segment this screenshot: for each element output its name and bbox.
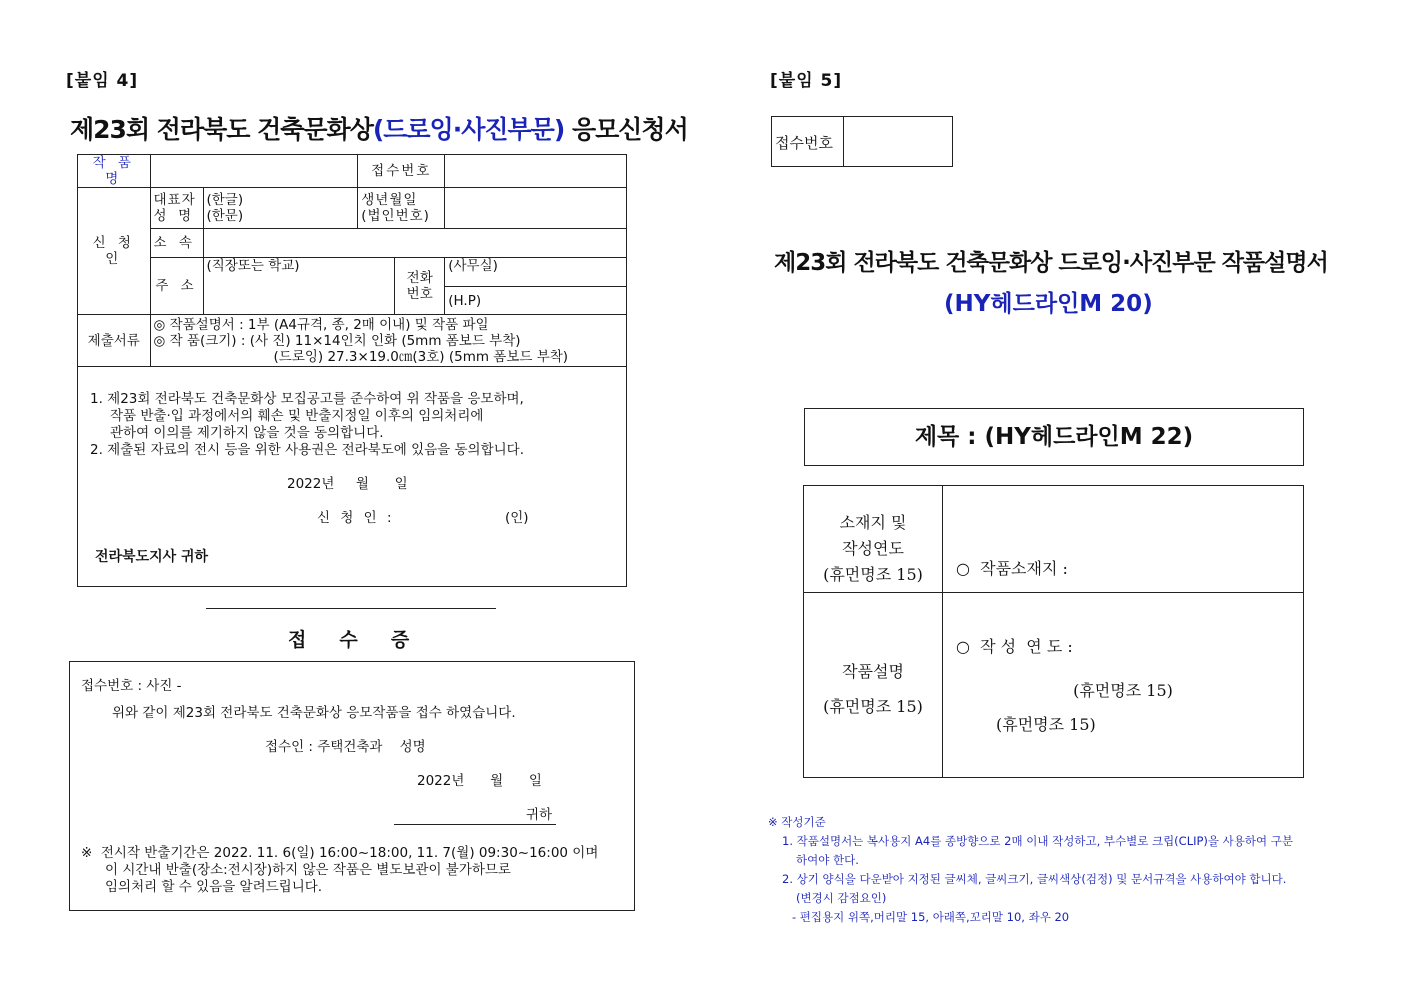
attachment-label-5: [붙임 5] [770,71,843,91]
location-item-2: ○ 작 성 연 도 : [956,637,1073,656]
subject-text: 제목 : (HY헤드라인M 22) [914,424,1194,450]
consent-line-1: 1. 제23회 전라북도 건축문화상 모집공고를 준수하여 위 작품을 응모하며, [90,391,524,407]
docs-line-2: ◎ 작 품(크기) : (사 진) 11×14인치 인화 (5mm 폼보드 부착) [153,332,521,349]
hp-label: (H.P) [448,292,482,309]
affiliation-label: 소 속 [150,229,203,258]
birth-label: 생년월일 (법인번호) [358,188,445,229]
receipt-box [69,661,635,911]
location-content-cell [956,504,1096,790]
work-name-label: 작 품 명 [78,155,151,188]
consent-line-1b: 작품 반출·입 과정에서의 훼손 및 반출지정일 이후의 임의처리에 [110,408,484,424]
note-2a: 2. 상기 양식을 다운받아 지정된 글씨체, 글씨크기, 글씨색상(검정) 및 문서규격을 사용하여야 합니다. [782,872,1287,886]
notice-line-1: ※ 전시작 반출기간은 2022. 11. 6(일) 16:00~18:00, 11. 7(월) 09:30~16:00 이며 [81,845,599,861]
title-part-2: (드로잉·사진부문) [372,115,565,144]
seal-mark: (인) [505,510,529,526]
notes-title: ※ 작성기준 [768,815,826,829]
honorific-line [394,824,556,825]
receipt-number-divider [843,117,844,166]
title-part-3: 응모신청서 [564,115,688,144]
location-label-2: 작성연도 [842,539,904,558]
phone-label: 전화 번호 [395,258,445,315]
consent-line-2: 2. 제출된 자료의 전시 등을 위한 사용권은 전라북도에 있음을 동의합니다. [90,442,524,458]
note-3: - 편집용지 위쪽,머리말 15, 아래쪽,꼬리말 10, 좌우 20 [792,910,1070,924]
description-label: 작품설명 [842,662,904,681]
description-subtitle: (HY헤드라인M 20) [944,291,1153,317]
hp-field[interactable] [445,287,627,315]
application-date: 2022년 월 일 [287,476,408,492]
description-label-font: (휴먼명조 15) [823,697,923,716]
office-phone-field[interactable] [445,258,627,287]
docs-line-1: ◎ 작품설명서 : 1부 (A4규격, 종, 2매 이내) 및 작품 파일 [153,316,489,333]
receipt-number-label: 접수번호 [358,155,445,188]
work-name-field[interactable] [150,155,358,188]
description-table [803,485,1304,778]
docs-line-3: (드로잉) 27.3×19.0㎝(3호) (5mm 폼보드 부착) [273,348,569,365]
addressee: 전라북도지사 귀하 [95,549,209,565]
note-1a: 1. 작품설명서는 복사용지 A4를 종방향으로 2매 이내 작성하고, 부수별로 크립(CLIP)을 사용하여 구분 [782,834,1293,848]
address-hint: (직장또는 학교) [206,258,300,274]
docs-label: 제출서류 [78,315,151,367]
receipt-number-box [771,116,953,167]
location-label-font: (휴먼명조 15) [823,565,923,584]
application-title [70,110,688,146]
honorific: 귀하 [526,807,553,823]
receipt-body-line: 위와 같이 제23회 전라북도 건축문화상 응모작품을 접수 하였습니다. [112,705,516,721]
note-1b: 하여야 한다. [796,853,859,867]
description-title: 제23회 전라북도 건축문화상 드로잉·사진부문 작품설명서 [774,250,1328,276]
address-label: 주 소 [150,258,203,315]
location-item-1: ○ 작품소재지 : [956,559,1068,578]
korean-label: (한글) [206,192,244,208]
attachment-label-4: [붙임 4] [66,71,139,91]
rep-name-label: 대표자 성 명 [150,188,203,229]
signer-line: 신 청 인 : [317,510,395,526]
right-receipt-number-label: 접수번호 [775,134,833,152]
description-vertical-divider [942,486,943,777]
location-item-font: (휴먼명조 15) [996,715,1096,734]
consent-section [78,367,627,587]
right-receipt-number-field[interactable] [845,118,951,165]
application-form-table [77,154,627,587]
docs-content [150,315,626,367]
note-2b: (변경시 감점요인) [796,891,887,905]
birth-field[interactable] [445,188,627,229]
receipt-title: 접 수 증 [288,629,410,651]
receipt-number-line: 접수번호 : 사진 - [81,678,182,694]
office-label: (사무실) [448,258,498,274]
receiver-line: 접수인 : 주택건축과 성명 [265,739,426,755]
location-label-cell [804,510,942,588]
notice-line-2: 이 시간내 반출(장소:전시장)하지 않은 작품은 별도보관이 불가하므로 [105,862,511,878]
consent-line-1c: 관하여 이의를 제기하지 않을 것을 동의합니다. [110,425,384,441]
receipt-number-field[interactable] [445,155,627,188]
receipt-date: 2022년 월 일 [417,773,542,789]
applicant-label: 신 청 인 [78,188,151,315]
cut-line [206,608,496,609]
rep-name-field[interactable] [203,188,358,229]
notice-line-3: 임의처리 할 수 있음을 알려드립니다. [105,879,323,895]
location-label-1: 소재지 및 [839,513,907,532]
subject-box [804,408,1304,466]
description-content[interactable]: (휴먼명조 15) [1073,681,1173,700]
address-field[interactable] [203,258,395,315]
hanja-label: (한문) [206,208,244,224]
title-part-1: 제23회 전라북도 건축문화상 [70,115,373,144]
affiliation-field[interactable] [203,229,627,258]
